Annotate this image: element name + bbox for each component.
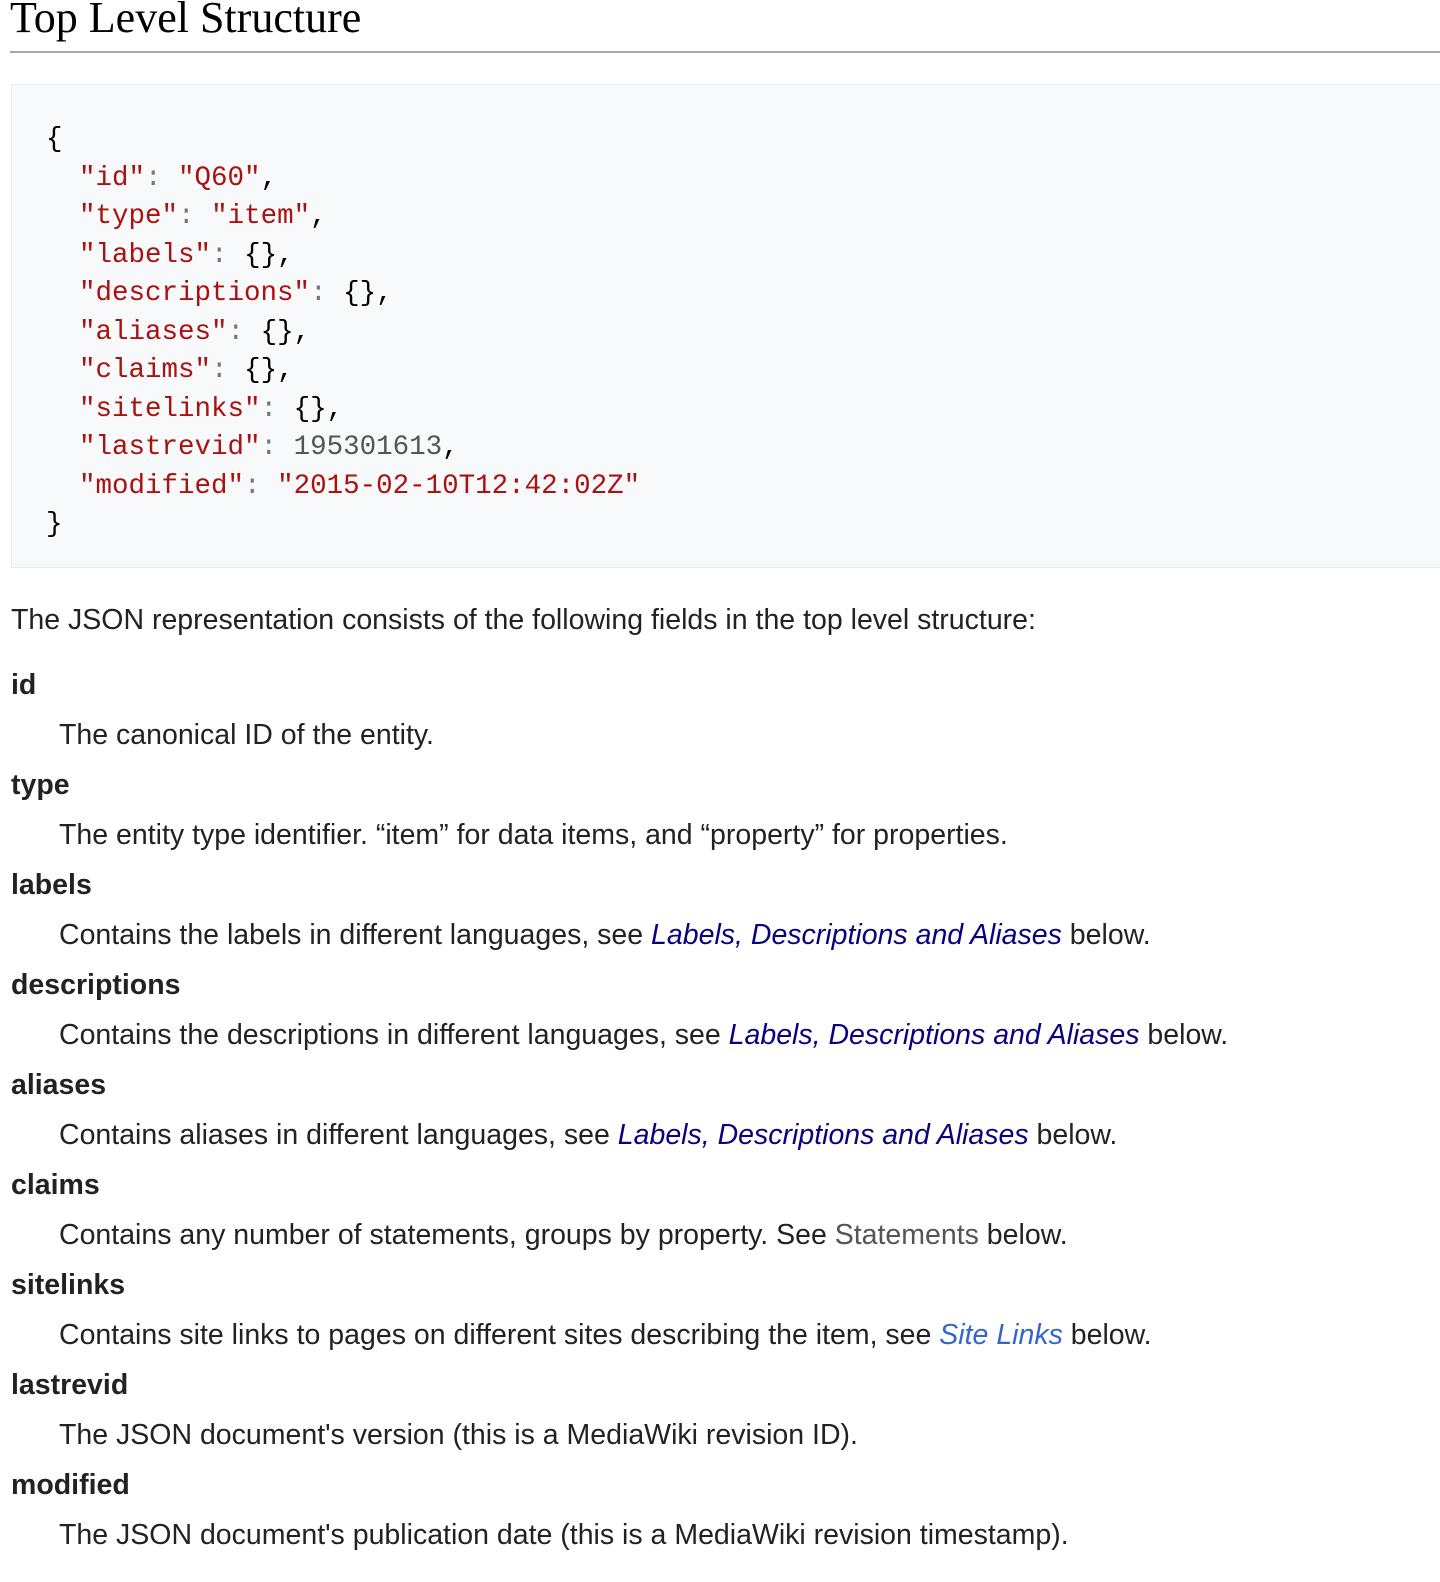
field-term: aliases [11, 1069, 107, 1101]
field-term: claims [11, 1169, 100, 1201]
json-key: "sitelinks" [79, 393, 261, 425]
code-line [46, 275, 1440, 314]
json-code-block [11, 84, 1440, 568]
json-punctuation: : [178, 201, 212, 232]
json-punctuation: : [211, 239, 245, 271]
json-punctuation: } [46, 509, 63, 540]
field-term: modified [11, 1469, 130, 1501]
json-punctuation: {}, [293, 393, 344, 425]
description-text: below. [978, 1219, 1068, 1251]
heading-divider [10, 51, 1440, 53]
section-heading: Top Level Structure [10, 0, 362, 42]
description-text: below. [1062, 1319, 1152, 1351]
code-line [46, 391, 1440, 430]
description-text: Contains aliases in different languages, see [59, 1119, 618, 1151]
json-key: "labels" [79, 239, 212, 271]
section-link[interactable]: Statements [834, 1219, 979, 1251]
json-key: "lastrevid" [79, 432, 261, 463]
description-text: The canonical ID of the entity. [59, 719, 434, 751]
json-key: "type" [79, 201, 179, 232]
field-definition-list [11, 666, 1431, 1566]
code-line [46, 160, 1440, 199]
json-key: "modified" [79, 470, 245, 502]
field-description [59, 1116, 1431, 1166]
section-link[interactable]: Labels, Descriptions and Aliases [651, 919, 1062, 951]
json-punctuation [46, 355, 79, 386]
json-number: 195301613 [293, 432, 443, 463]
json-string: "2015-02-10T12:42:02Z" [277, 470, 641, 502]
section-link[interactable]: Labels, Descriptions and Aliases [617, 1119, 1029, 1151]
field-term: sitelinks [11, 1269, 126, 1301]
field-description [59, 1416, 1431, 1466]
json-punctuation [46, 317, 79, 348]
code-line [46, 429, 1440, 468]
json-punctuation: {}, [244, 355, 294, 386]
code-line [46, 352, 1440, 391]
code-line [46, 468, 1440, 507]
code-line [46, 198, 1440, 237]
field-term: labels [11, 869, 92, 901]
json-punctuation: {}, [244, 239, 294, 271]
json-punctuation: {}, [260, 316, 311, 348]
description-text: Contains site links to pages on different sites describing the item, see [59, 1319, 940, 1351]
json-string: "item" [211, 201, 311, 232]
field-term: type [11, 769, 70, 801]
description-text: Contains any number of statements, groups by property. See [59, 1219, 835, 1251]
json-key: "aliases" [79, 316, 228, 348]
code-line [46, 314, 1440, 353]
field-term: lastrevid [11, 1369, 129, 1401]
json-punctuation: , [442, 432, 459, 463]
json-punctuation [46, 201, 79, 232]
json-punctuation: { [46, 124, 63, 155]
json-punctuation: , [260, 162, 278, 194]
json-key: "id" [79, 162, 146, 194]
field-description [59, 1016, 1431, 1066]
json-punctuation [46, 278, 79, 309]
json-punctuation: : [260, 432, 294, 463]
json-string: "Q60" [178, 162, 261, 194]
description-text: Contains the labels in different languages, see [59, 919, 652, 951]
field-description [59, 1516, 1431, 1566]
json-punctuation [46, 240, 79, 271]
json-punctuation: : [244, 470, 278, 502]
json-punctuation: {}, [343, 278, 393, 309]
json-punctuation: : [260, 393, 294, 425]
json-key: "claims" [79, 355, 212, 386]
description-text: below. [1139, 1019, 1229, 1051]
description-text: below. [1028, 1119, 1118, 1151]
section-link[interactable]: Labels, Descriptions and Aliases [728, 1019, 1140, 1051]
description-text: The JSON document's version (this is a MediaWiki revision ID). [59, 1419, 858, 1451]
field-description [59, 816, 1431, 866]
json-punctuation [46, 163, 79, 194]
field-description [59, 1216, 1431, 1266]
intro-paragraph: The JSON representation consists of the following fields in the top level structure: [11, 604, 1036, 636]
json-punctuation: : [211, 355, 245, 386]
field-term: descriptions [11, 969, 181, 1001]
json-key: "descriptions" [79, 278, 311, 309]
description-text: below. [1061, 919, 1151, 951]
code-line [46, 121, 1440, 160]
json-punctuation [46, 394, 79, 425]
code-line [46, 506, 1440, 545]
code-line [46, 237, 1440, 276]
field-term: id [11, 669, 37, 701]
field-description [59, 1316, 1431, 1366]
json-punctuation: , [310, 201, 327, 232]
json-punctuation: : [227, 316, 261, 348]
description-text: The JSON document's publication date (this is a MediaWiki revision timestamp). [59, 1519, 1069, 1551]
json-punctuation [46, 471, 79, 502]
json-punctuation [46, 432, 79, 463]
description-text: The entity type identifier. “item” for data items, and “property” for properties. [59, 819, 1008, 851]
field-description [59, 716, 1431, 766]
description-text: Contains the descriptions in different languages, see [59, 1019, 729, 1051]
json-punctuation: : [310, 278, 344, 309]
json-punctuation: : [145, 162, 179, 194]
section-link[interactable]: Site Links [939, 1319, 1063, 1351]
field-description [59, 916, 1431, 966]
